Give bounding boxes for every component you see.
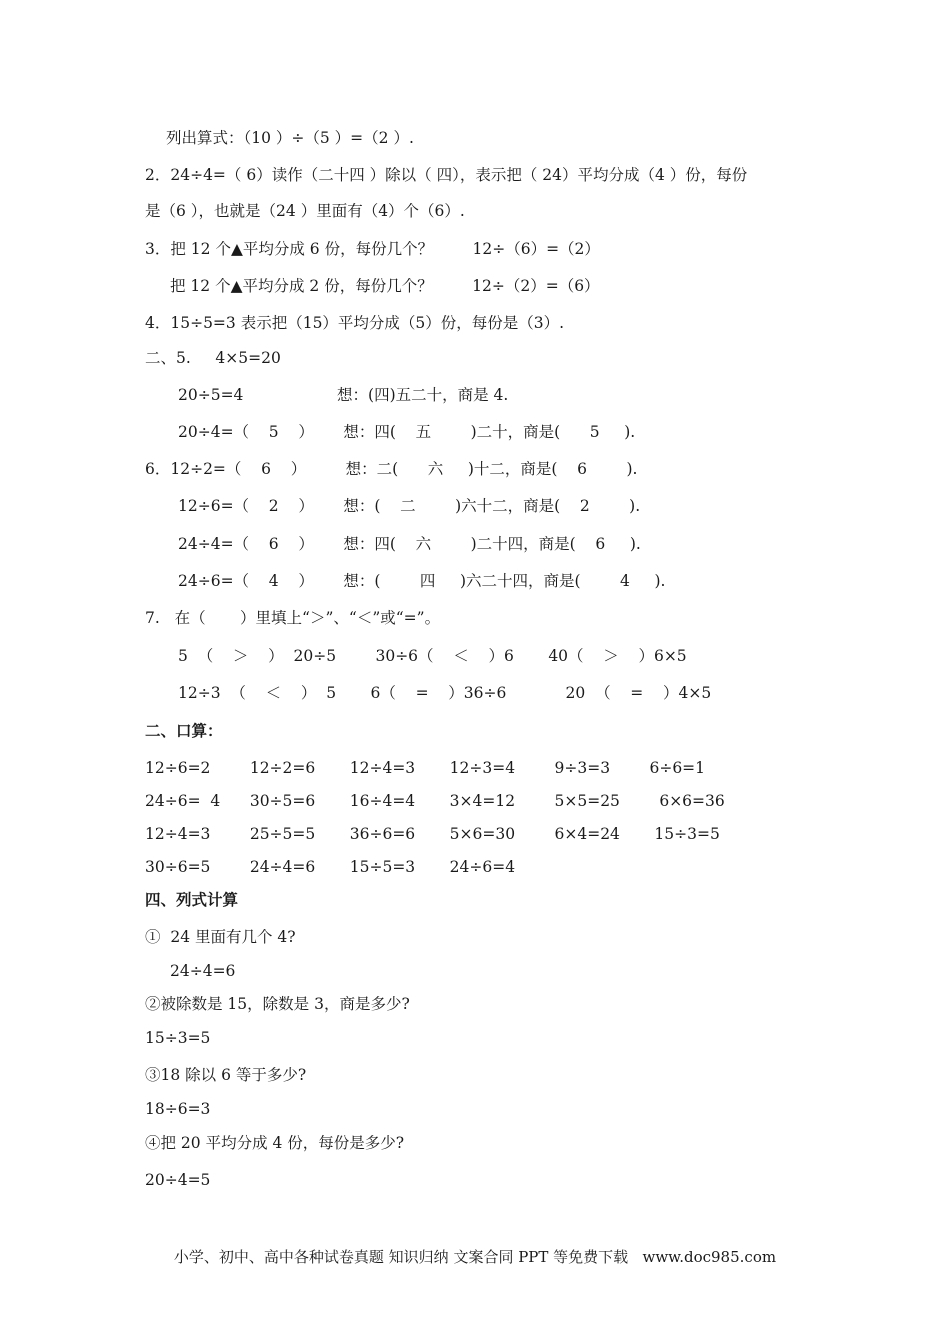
text-line: 30÷6=5 24÷4=6 15÷5=3 24÷6=4: [145, 858, 516, 876]
text-line: 12÷4=3 25÷5=5 36÷6=6 5×6=30 6×4=24 15÷3=5: [145, 825, 720, 843]
text-line: ① 24 里面有几个 4?: [145, 928, 296, 946]
text-line: ④把 20 平均分成 4 份，每份是多少?: [145, 1134, 405, 1152]
text-line: 24÷6= 4 30÷5=6 16÷4=4 3×4=12 5×5=25 6×6=36: [145, 792, 725, 810]
text-line: 18÷6=3: [145, 1100, 211, 1118]
text-line: ②被除数是 15，除数是 3，商是多少?: [145, 995, 410, 1013]
text-line: 二、5. 4×5=20: [145, 349, 281, 367]
text-line: 是（6 ），也就是（24 ）里面有（4）个（6）.: [145, 202, 465, 220]
text-line: 7. 在（ ）里填上“＞”、“＜”或“=”。: [145, 609, 441, 627]
section-heading: 四、列式计算: [145, 890, 239, 909]
text-line: ③18 除以 6 等于多少?: [145, 1066, 307, 1084]
text-line: 15÷3=5: [145, 1029, 211, 1047]
text-line: 12÷6=（ 2 ） 想：( 二 )六十二，商是( 2 ).: [178, 497, 641, 515]
page-footer: 小学、初中、高中各种试卷真题 知识归纳 文案合同 PPT 等免费下载 www.doc985.com: [173, 1248, 777, 1266]
text-line: 把 12 个▲平均分成 2 份，每份几个？ 12÷（2）=（6）: [170, 277, 600, 295]
text-line: 12÷6=2 12÷2=6 12÷4=3 12÷3=4 9÷3=3 6÷6=1: [145, 759, 706, 777]
text-line: 5 （ ＞ ） 20÷5 30÷6（ ＜ ）6 40（ ＞ ）6×5: [178, 647, 687, 665]
text-line: 12÷3 （ ＜ ） 5 6（ = ）36÷6 20 （ = ）4×5: [178, 684, 712, 702]
text-line: 列出算式：（10 ）÷（5 ）=（2 ）.: [166, 129, 414, 147]
text-line: 24÷4=6: [170, 962, 236, 980]
text-line: 4．15÷5=3 表示把（15）平均分成（5）份，每份是（3）.: [145, 314, 565, 332]
text-line: 24÷6=（ 4 ） 想：( 四 )六二十四，商是( 4 ).: [178, 572, 666, 590]
text-line: 20÷5=4 想：(四)五二十，商是 4.: [178, 386, 509, 404]
text-line: 20÷4=（ 5 ） 想：四( 五 )二十，商是( 5 ).: [178, 423, 636, 441]
text-line: 20÷4=5: [145, 1171, 211, 1189]
text-line: 2．24÷4=（ 6）读作（二十四 ）除以（ 四），表示把（ 24）平均分成（4 ）份，每份: [145, 166, 748, 184]
text-line: 6．12÷2=（ 6 ） 想：二( 六 )十二，商是( 6 ).: [145, 460, 638, 478]
section-heading: 二、口算：: [145, 721, 223, 740]
text-line: 3．把 12 个▲平均分成 6 份，每份几个？ 12÷（6）=（2）: [145, 240, 600, 258]
text-line: 24÷4=（ 6 ） 想：四( 六 )二十四，商是( 6 ).: [178, 535, 641, 553]
